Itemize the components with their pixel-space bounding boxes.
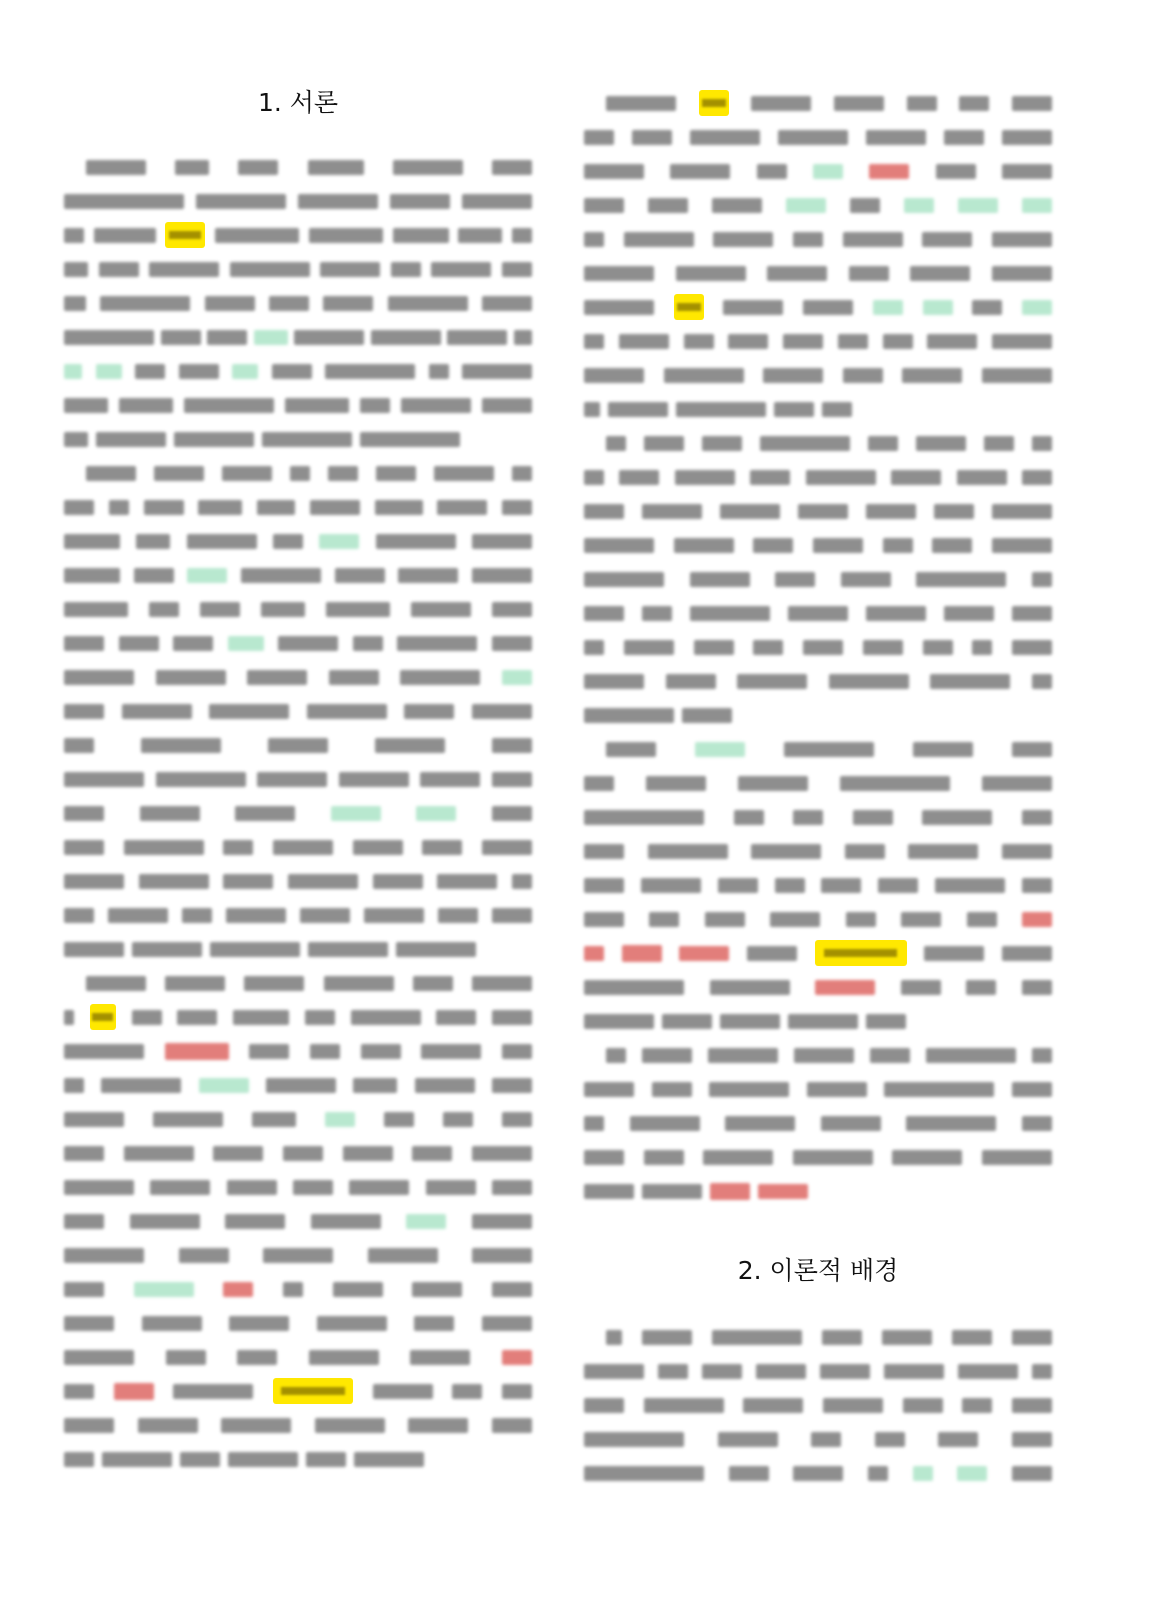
text-line [64, 388, 532, 422]
text-line [64, 1238, 532, 1272]
text-line [584, 120, 1052, 154]
text-line [584, 1422, 1052, 1456]
text-line [64, 286, 532, 320]
text-line [64, 1068, 532, 1102]
text-line [64, 694, 532, 728]
text-line [64, 456, 532, 490]
highlight-mark [165, 222, 205, 248]
text-line [584, 188, 1052, 222]
text-line [64, 728, 532, 762]
text-line [64, 898, 532, 932]
intro-paragraph-5 [584, 426, 1052, 732]
text-line [64, 218, 532, 252]
text-line [64, 626, 532, 660]
text-line [584, 1354, 1052, 1388]
text-line [584, 800, 1052, 834]
text-line [584, 936, 1052, 970]
intro-paragraph-4 [584, 86, 1052, 426]
text-line [64, 1034, 532, 1068]
text-line [584, 732, 1052, 766]
intro-paragraph-1 [64, 150, 532, 456]
text-line [64, 1102, 532, 1136]
text-line [584, 1106, 1052, 1140]
intro-paragraph-2 [64, 456, 532, 966]
highlight-mark [674, 294, 704, 320]
text-line [584, 630, 1052, 664]
text-line [584, 290, 1052, 324]
highlight-mark [273, 1378, 353, 1404]
text-line [584, 834, 1052, 868]
text-line [584, 154, 1052, 188]
text-line [584, 494, 1052, 528]
text-line [64, 558, 532, 592]
text-line [584, 1072, 1052, 1106]
text-line [64, 1272, 532, 1306]
text-line [64, 1000, 532, 1034]
text-line [64, 1204, 532, 1238]
text-line [64, 1374, 532, 1408]
text-line [584, 766, 1052, 800]
text-line [64, 932, 532, 966]
text-line [584, 1174, 1052, 1208]
text-line [584, 1320, 1052, 1354]
text-line [64, 864, 532, 898]
text-line [584, 1388, 1052, 1422]
text-line [584, 868, 1052, 902]
section-1-heading: 1. 서론 [257, 88, 339, 117]
text-line [584, 970, 1052, 1004]
highlight-mark [815, 940, 907, 966]
text-line [584, 392, 1052, 426]
text-line [64, 150, 532, 184]
text-line [64, 1408, 532, 1442]
text-line [584, 1038, 1052, 1072]
section-2-heading: 2. 이론적 배경 [737, 1256, 899, 1285]
text-line [64, 1340, 532, 1374]
intro-paragraph-3 [64, 966, 532, 1476]
text-line [64, 524, 532, 558]
text-line [584, 426, 1052, 460]
text-line [64, 320, 532, 354]
text-line [64, 184, 532, 218]
text-line [64, 422, 532, 456]
text-line [64, 490, 532, 524]
text-line [64, 762, 532, 796]
intro-paragraph-6 [584, 732, 1052, 1038]
text-line [584, 256, 1052, 290]
text-line [64, 1442, 532, 1476]
text-line [584, 528, 1052, 562]
text-line [64, 1306, 532, 1340]
text-line [64, 830, 532, 864]
text-line [584, 698, 1052, 732]
highlight-mark [699, 90, 729, 116]
text-line [584, 902, 1052, 936]
text-line [64, 354, 532, 388]
text-line [584, 86, 1052, 120]
text-line [584, 358, 1052, 392]
text-line [64, 1170, 532, 1204]
left-column [64, 86, 532, 1476]
text-line [584, 1004, 1052, 1038]
text-line [584, 1140, 1052, 1174]
text-line [64, 660, 532, 694]
text-line [64, 252, 532, 286]
right-column [584, 86, 1052, 1490]
text-line [64, 592, 532, 626]
intro-paragraph-7 [584, 1038, 1052, 1208]
text-line [584, 596, 1052, 630]
text-line [64, 966, 532, 1000]
text-line [584, 562, 1052, 596]
text-line [584, 222, 1052, 256]
highlight-mark [90, 1004, 116, 1030]
text-line [584, 324, 1052, 358]
theory-paragraph-1 [584, 1320, 1052, 1490]
text-line [584, 664, 1052, 698]
text-line [64, 1136, 532, 1170]
text-line [64, 796, 532, 830]
text-line [584, 1456, 1052, 1490]
text-line [584, 460, 1052, 494]
